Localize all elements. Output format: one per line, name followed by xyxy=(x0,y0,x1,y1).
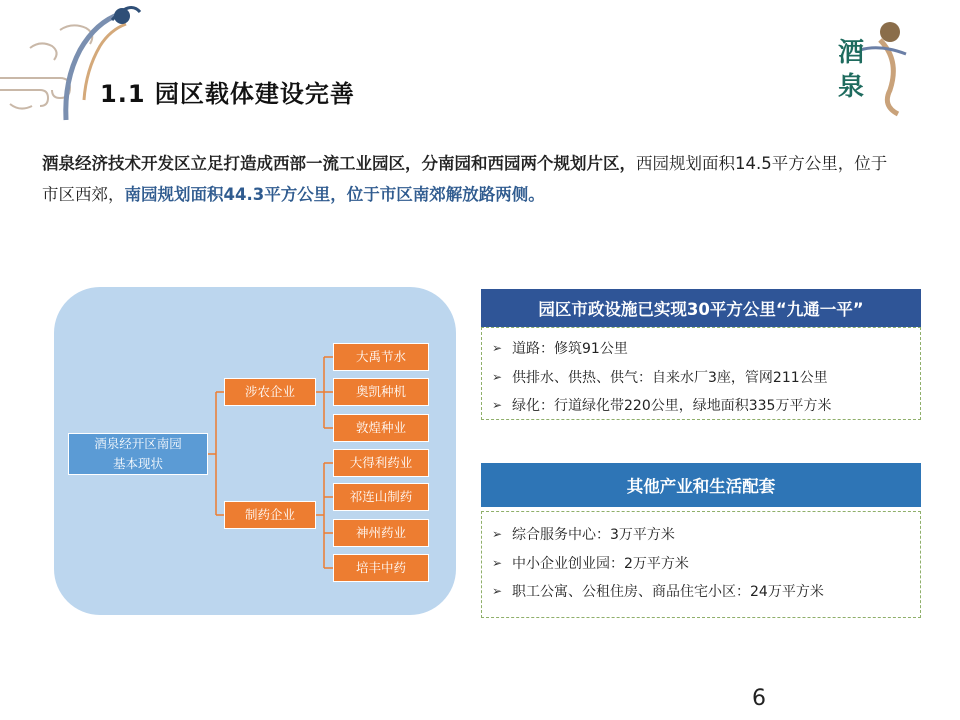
org-root-node xyxy=(68,433,208,475)
org-root-line2: 基本现状 xyxy=(112,456,163,471)
org-group-agriculture: 涉农企业 xyxy=(224,378,316,406)
logo-text: 酒泉 xyxy=(838,38,865,102)
arrow-bullet-icon: ➢ xyxy=(492,369,503,384)
arrow-bullet-icon: ➢ xyxy=(492,555,503,570)
org-leaf-company: 神州药业 xyxy=(333,519,429,547)
infrastructure-list xyxy=(481,327,921,420)
arrow-bullet-icon: ➢ xyxy=(492,398,503,413)
intro-plain-text: 西园规划面积14.5平方公里，位于市区西郊， xyxy=(42,154,888,204)
list-item: ➢ 中小企业创业园：2万平方米 xyxy=(492,555,689,572)
decorative-cloud-art xyxy=(0,0,150,130)
org-leaf-company: 大禹节水 xyxy=(333,343,429,371)
page-number: 6 xyxy=(752,686,766,711)
list-item: ➢ 综合服务中心：3万平方米 xyxy=(492,527,675,544)
org-group-pharma: 制药企业 xyxy=(224,501,316,529)
arrow-bullet-icon: ➢ xyxy=(492,341,503,356)
list-item: ➢ 绿化：行道绿化带220公里，绿地面积335万平方米 xyxy=(492,398,832,415)
org-leaf-company: 大得利药业 xyxy=(333,449,429,477)
list-item: ➢ 职工公寓、公租住房、商品住宅小区：24万平方米 xyxy=(492,584,824,601)
support-facilities-header: 其他产业和生活配套 xyxy=(481,463,921,507)
support-facilities-list xyxy=(481,511,921,618)
logo-figure-icon xyxy=(820,10,930,120)
org-leaf-company: 奥凯种机 xyxy=(333,378,429,406)
list-item: ➢ 供排水、供热、供气：自来水厂3座，管网211公里 xyxy=(492,369,828,386)
org-leaf-company: 培丰中药 xyxy=(333,554,429,582)
logo-emblem xyxy=(820,10,930,120)
org-leaf-company: 敦煌种业 xyxy=(333,414,429,442)
list-item: ➢ 道路：修筑91公里 xyxy=(492,341,628,358)
intro-paragraph xyxy=(42,148,892,210)
infrastructure-header: 园区市政设施已实现30平方公里“九通一平” xyxy=(481,289,921,327)
page-title: 1.1 园区载体建设完善 xyxy=(100,80,355,108)
intro-highlight-text: 南园规划面积44.3平方公里，位于市区南郊解放路两侧。 xyxy=(124,185,545,204)
arrow-bullet-icon: ➢ xyxy=(492,584,503,599)
intro-bold-text: 酒泉经济技术开发区立足打造成西部一流工业园区，分南园和西园两个规划片区， xyxy=(42,154,636,173)
org-root-line1: 酒泉经开区南园 xyxy=(94,436,182,451)
org-leaf-company: 祁连山制药 xyxy=(333,483,429,511)
arrow-bullet-icon: ➢ xyxy=(492,527,503,542)
